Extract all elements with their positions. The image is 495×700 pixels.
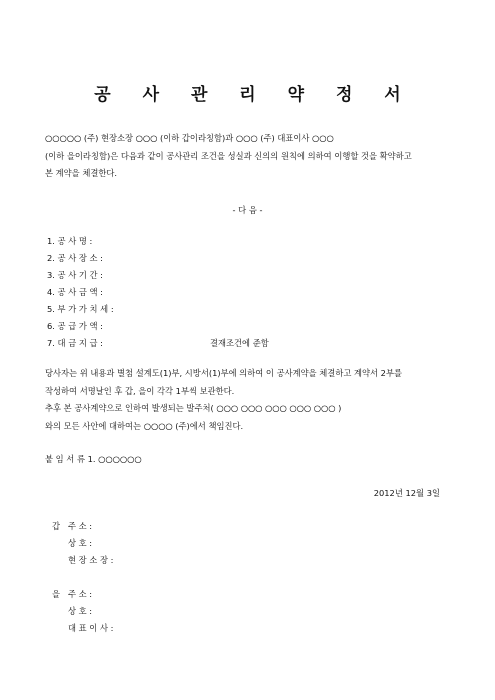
party-a-address-label: 주 소 : bbox=[68, 521, 93, 531]
item-label-6: 6. 공 급 가 액 : bbox=[47, 321, 103, 331]
item-label-5: 5. 부 가 가 치 세 : bbox=[47, 304, 114, 314]
party-b-address-label: 주 소 : bbox=[68, 589, 93, 599]
party-a-company-label: 상 호 : bbox=[68, 538, 93, 548]
item-value-7: 결재조건에 준함 bbox=[210, 338, 269, 348]
item-label-3: 3. 공 사 기 간 : bbox=[47, 270, 103, 280]
party-a-role: 갑 bbox=[52, 521, 61, 531]
item-label-1: 1. 공 사 명 : bbox=[47, 236, 93, 246]
attachment-list: 붙 임 서 류 1. ○○○○○○ bbox=[45, 454, 142, 464]
party-b-ceo-label: 대 표 이 사 : bbox=[68, 623, 114, 633]
body-line-4: 와의 모든 사안에 대하여는 ○○○○ (주)에서 책임진다. bbox=[45, 420, 244, 431]
section-heading: - 다 음 - bbox=[232, 205, 263, 215]
party-b-company-label: 상 호 : bbox=[68, 606, 93, 616]
intro-line-2: (이하 을이라칭함)은 다음과 같이 공사관리 조건을 성실과 신의의 원칙에 의하여 이행할 것을 확약하고 bbox=[45, 150, 412, 161]
item-label-7: 7. 대 금 지 급 : bbox=[47, 338, 103, 348]
item-label-4: 4. 공 사 금 액 : bbox=[47, 287, 103, 297]
party-b-role: 을 bbox=[52, 589, 61, 599]
body-line-2: 작성하여 서명날인 후 갑, 을이 각각 1부씩 보관한다. bbox=[45, 385, 235, 396]
body-line-1: 당사자는 위 내용과 별첨 설계도(1)부, 시방서(1)부에 의하여 이 공사계약을 체결하고 계약서 2부를 bbox=[45, 368, 402, 378]
document-title: 공 사 관 리 약 정 서 bbox=[94, 85, 414, 105]
contract-date: 2012년 12월 3일 bbox=[373, 488, 440, 498]
intro-line-3: 본 계약을 체결한다. bbox=[45, 168, 118, 178]
item-label-2: 2. 공 사 장 소 : bbox=[47, 253, 103, 263]
body-line-3: 추후 본 공사계약으로 인하여 발생되는 발주처( ○○○ ○○○ ○○○ ○○○ ○○○ ) bbox=[45, 403, 342, 413]
intro-line-1: ○○○○○ (주) 현장소장 ○○○ (이하 갑이라칭함)과 ○○○ (주) 대표이사 ○○○ bbox=[45, 133, 334, 143]
party-a-manager-label: 현 장 소 장 : bbox=[68, 555, 114, 565]
